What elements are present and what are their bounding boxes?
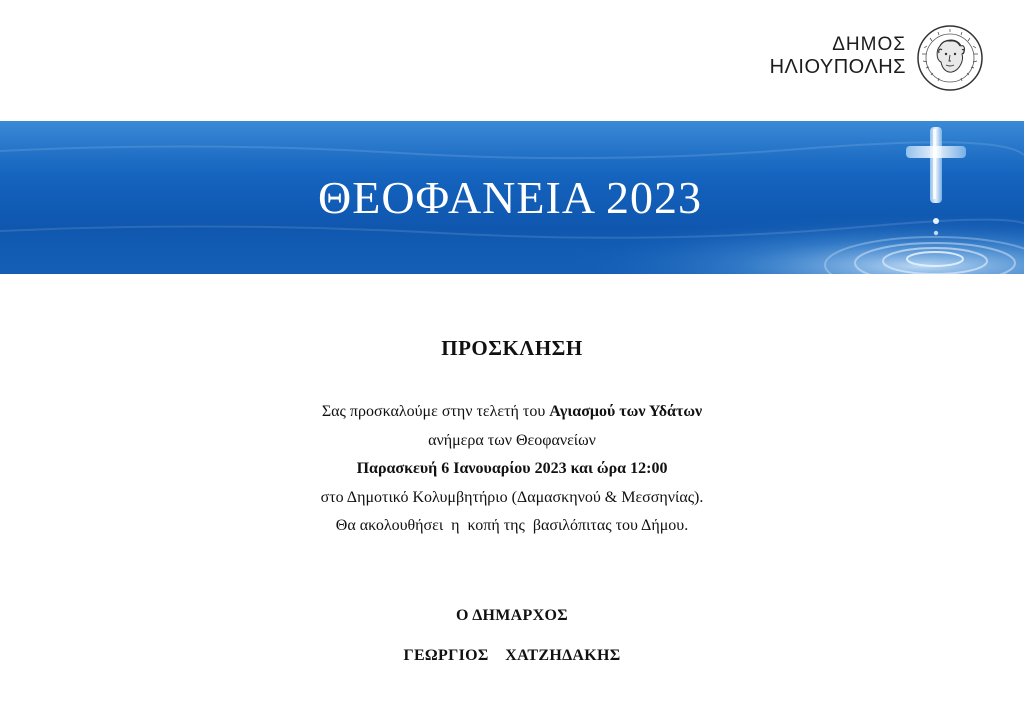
invitation-location-line: στο Δημοτικό Κολυμβητήριο (Δαμασκηνού & Μεσσηνίας).	[320, 488, 704, 506]
invitation-line1	[0, 398, 1024, 427]
invitation-line1-prefix: Σας προσκαλούμε στην τελετή του	[321, 403, 550, 420]
invitation-heading: ΠΡΟΣΚΛΗΣΗ	[441, 336, 583, 360]
signature-name: ΓΕΩΡΓΙΟΣ ΧΑΤΖΗΔΑΚΗΣ	[403, 647, 621, 664]
signature-title: Ο ΔΗΜΑΡΧΟΣ	[456, 607, 568, 624]
municipality-name	[770, 34, 906, 80]
banner-title: ΘΕΟΦΑΝΕΙΑ 2023	[318, 172, 702, 223]
banner	[0, 121, 1024, 274]
municipality-line2: ΗΛΙΟΥΠΟΛΗΣ	[769, 56, 906, 79]
invitation-line5: Θα ακολουθήσει η κοπή της βασιλόπιτας του Δήμου.	[335, 517, 689, 534]
invitation-line2: ανήμερα των Θεοφανείων	[428, 431, 596, 449]
invitation-date-line: Παρασκευή 6 Ιανουαρίου 2023 και ώρα 12:00	[356, 460, 668, 477]
invitation-line1-bold: Αγιασμού των Υδάτων	[549, 403, 703, 420]
invitation-body	[0, 398, 1024, 541]
municipality-line1: ΔΗΜΟΣ	[832, 34, 906, 55]
municipality-seal-icon	[916, 24, 984, 92]
